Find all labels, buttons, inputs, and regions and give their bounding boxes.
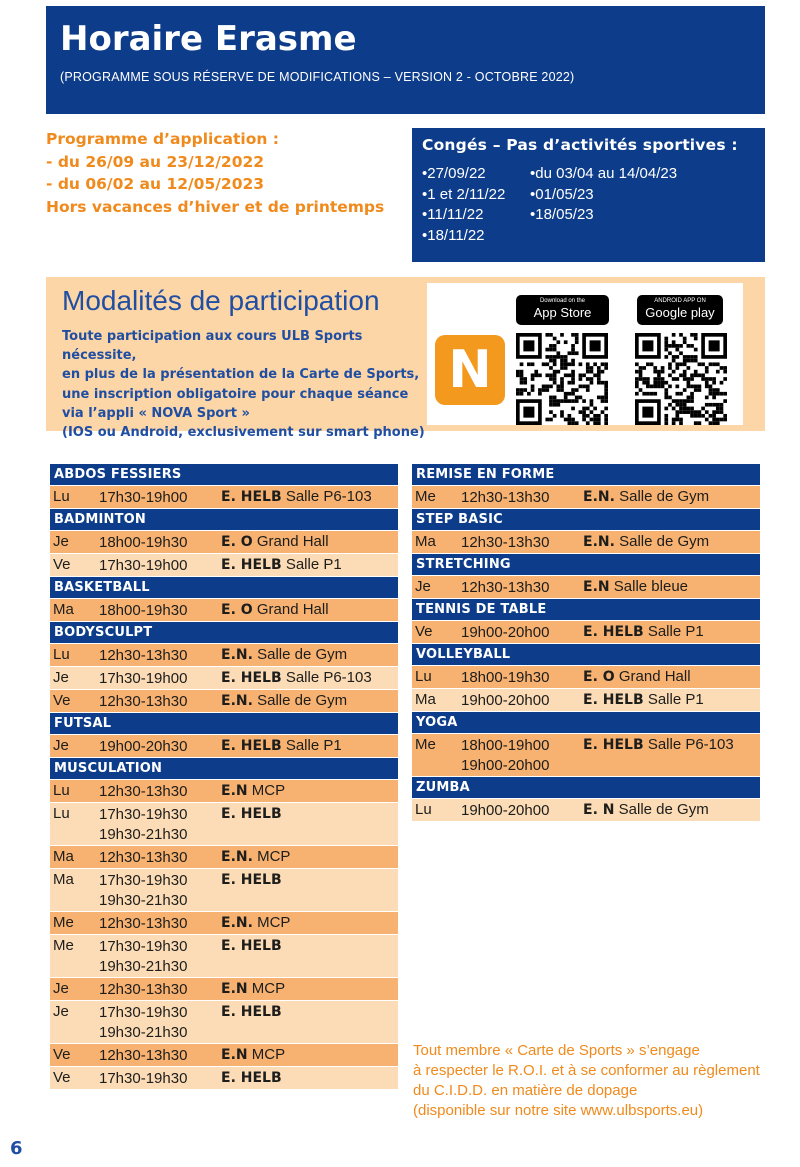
building-code: E. HELB xyxy=(221,938,282,954)
room-name: Grand Hall xyxy=(256,533,329,550)
conges-date: •du 03/04 au 14/04/23 xyxy=(530,165,678,182)
modalites-line: Toute participation aux cours ULB Sports nécessite, xyxy=(62,329,363,364)
footnote-line: (disponible sur notre site www.ulbsports.eu) xyxy=(413,1102,704,1119)
building-code: E.N. xyxy=(221,647,253,663)
programme-block xyxy=(46,128,396,218)
schedule-row xyxy=(50,1043,398,1066)
day-cell: Ma xyxy=(53,601,74,618)
time-cell xyxy=(99,601,221,621)
time-slot: 12h30-13h30 xyxy=(461,579,550,596)
time-slot: 18h00-19h30 xyxy=(99,534,188,551)
page-subtitle: (PROGRAMME SOUS RÉSERVE DE MODIFICATIONS – VERSION 2 - OCTOBRE 2022) xyxy=(60,70,575,84)
time-cell xyxy=(461,801,583,821)
app-store-big: App Store xyxy=(533,305,592,320)
day-cell: Je xyxy=(53,669,69,686)
time-cell xyxy=(99,782,221,802)
programme-line: Hors vacances d’hiver et de printemps xyxy=(46,197,385,216)
location-cell xyxy=(221,848,398,868)
room-name: MCP xyxy=(257,914,291,931)
google-play-small: ANDROID APP ON xyxy=(654,298,706,304)
time-cell xyxy=(99,1069,221,1089)
room-name: Salle P1 xyxy=(285,556,342,573)
time-cell xyxy=(99,669,221,689)
room-name: Salle P1 xyxy=(647,623,704,640)
modalites-line: (IOS ou Android, exclusivement sur smart phone) xyxy=(62,425,425,441)
modalites-line: en plus de la présentation de la Carte de Sports, xyxy=(62,367,420,383)
location-cell xyxy=(583,533,760,553)
room-name: Salle P6-103 xyxy=(285,488,372,505)
day-cell: Je xyxy=(53,737,69,754)
conges-date: •11/11/22 xyxy=(422,206,484,223)
time-cell xyxy=(99,914,221,934)
schedule-row xyxy=(50,553,398,576)
section-header: BODYSCULPT xyxy=(50,621,398,643)
location-cell xyxy=(221,937,398,977)
building-code: E. HELB xyxy=(221,872,282,888)
building-code: E.N. xyxy=(583,489,615,505)
time-slot: 17h30-19h30 xyxy=(99,1070,188,1087)
room-name: Salle P1 xyxy=(285,737,342,754)
time-cell xyxy=(99,488,221,508)
app-download-panel xyxy=(427,283,743,425)
building-code: E. O xyxy=(221,602,253,618)
time-slot: 18h00-19h30 xyxy=(99,602,188,619)
time-slot: 18h00-19h00 xyxy=(461,737,550,754)
time-slot: 17h30-19h30 xyxy=(99,806,188,823)
room-name: Grand Hall xyxy=(256,601,329,618)
building-code: E.N. xyxy=(221,849,253,865)
programme-line: - du 26/09 au 23/12/2022 xyxy=(46,152,265,171)
building-code: E. HELB xyxy=(221,557,282,573)
location-cell xyxy=(221,533,398,553)
room-name: Salle P1 xyxy=(647,691,704,708)
time-slot: 17h30-19h00 xyxy=(99,557,188,574)
time-cell xyxy=(99,871,221,911)
time-cell xyxy=(99,937,221,977)
building-code: E. HELB xyxy=(221,1004,282,1020)
time-slot: 12h30-13h30 xyxy=(99,783,188,800)
time-slot: 12h30-13h30 xyxy=(99,647,188,664)
location-cell xyxy=(221,1003,398,1043)
building-code: E. HELB xyxy=(221,489,282,505)
schedule-row xyxy=(50,734,398,757)
schedule-row xyxy=(50,689,398,712)
modalites-box xyxy=(46,277,765,441)
location-cell xyxy=(221,646,398,666)
schedule-row xyxy=(50,1066,398,1089)
building-code: E.N xyxy=(221,783,248,799)
day-cell: Me xyxy=(415,488,436,505)
qr-code-app-store[interactable] xyxy=(516,333,608,425)
time-cell xyxy=(99,646,221,666)
section-header: BADMINTON xyxy=(50,508,398,530)
schedule-row xyxy=(50,530,398,553)
day-cell: Je xyxy=(53,1003,69,1020)
location-cell xyxy=(583,623,760,643)
day-cell: Me xyxy=(53,914,74,931)
location-cell xyxy=(221,871,398,911)
footnote-line: Tout membre « Carte de Sports » s’engage xyxy=(413,1042,700,1059)
building-code: E. HELB xyxy=(583,624,644,640)
schedule-row xyxy=(412,530,760,553)
day-cell: Je xyxy=(53,533,69,550)
room-name: MCP xyxy=(251,1046,286,1063)
modalites-line: via l’appli « NOVA Sport » xyxy=(62,405,250,421)
header-banner xyxy=(46,6,765,114)
time-slot: 19h00-20h30 xyxy=(99,738,188,755)
footnote xyxy=(413,1041,793,1121)
nova-app-icon: N xyxy=(435,335,505,405)
section-header: TENNIS DE TABLE xyxy=(412,598,760,620)
location-cell xyxy=(221,737,398,757)
conges-title: Congés – Pas d’activités sportives : xyxy=(422,136,738,154)
conges-date: •18/11/22 xyxy=(422,226,485,244)
room-name: Salle de Gym xyxy=(619,533,710,550)
day-cell: Ve xyxy=(53,692,71,709)
building-code: E. O xyxy=(583,669,615,685)
time-slot: 17h30-19h30 xyxy=(99,1004,188,1021)
location-cell xyxy=(221,692,398,712)
time-cell xyxy=(99,980,221,1000)
schedule-row xyxy=(50,643,398,666)
location-cell xyxy=(583,488,760,508)
building-code: E.N. xyxy=(221,915,253,931)
section-header: REMISE EN FORME xyxy=(412,463,760,485)
room-name: Salle de Gym xyxy=(257,692,348,709)
time-cell xyxy=(99,1046,221,1066)
conges-box xyxy=(412,128,765,262)
modalites-text xyxy=(62,327,432,442)
time-slot: 17h30-19h30 xyxy=(99,872,188,889)
schedule-row xyxy=(50,666,398,689)
google-play-badge[interactable] xyxy=(637,295,723,325)
day-cell: Ma xyxy=(53,848,74,865)
location-cell xyxy=(583,691,760,711)
time-cell xyxy=(99,556,221,576)
section-header: ABDOS FESSIERS xyxy=(50,463,398,485)
schedule-row xyxy=(50,911,398,934)
schedule-row xyxy=(412,575,760,598)
location-cell xyxy=(221,1046,398,1066)
schedule-row xyxy=(50,868,398,911)
room-name: Grand Hall xyxy=(618,668,691,685)
time-cell xyxy=(99,805,221,845)
time-slot: 12h30-13h30 xyxy=(99,1047,188,1064)
schedule-row xyxy=(50,802,398,845)
section-header: MUSCULATION xyxy=(50,757,398,779)
schedule-row xyxy=(50,845,398,868)
building-code: E.N. xyxy=(583,534,615,550)
location-cell xyxy=(583,578,760,598)
time-slot: 19h00-20h00 xyxy=(461,757,550,774)
time-cell xyxy=(99,737,221,757)
time-cell xyxy=(99,533,221,553)
modalites-line: une inscription obligatoire pour chaque séance xyxy=(62,386,409,402)
section-header: BASKETBALL xyxy=(50,576,398,598)
room-name: Salle de Gym xyxy=(257,646,348,663)
room-name: MCP xyxy=(251,980,286,997)
time-slot: 17h30-19h00 xyxy=(99,489,188,506)
programme-line: - du 06/02 au 12/05/2023 xyxy=(46,175,265,193)
time-cell xyxy=(461,623,583,643)
day-cell: Je xyxy=(415,578,431,595)
day-cell: Ma xyxy=(415,533,436,550)
day-cell: Je xyxy=(53,980,69,997)
conges-date: •27/09/22 xyxy=(422,165,486,182)
room-name: Salle P6-103 xyxy=(285,669,372,686)
time-slot: 12h30-13h30 xyxy=(461,489,550,506)
building-code: E. O xyxy=(221,534,253,550)
app-store-badge[interactable] xyxy=(516,295,609,325)
location-cell xyxy=(583,668,760,688)
building-code: E. HELB xyxy=(583,737,644,753)
time-slot: 12h30-13h30 xyxy=(99,981,188,998)
day-cell: Lu xyxy=(53,805,70,822)
day-cell: Lu xyxy=(415,668,432,685)
conges-date: •1 et 2/11/22 xyxy=(422,185,506,203)
location-cell xyxy=(221,488,398,508)
day-cell: Me xyxy=(53,937,74,954)
schedule-row xyxy=(412,798,760,821)
room-name: MCP xyxy=(251,782,286,799)
section-header: YOGA xyxy=(412,711,760,733)
schedule-row xyxy=(50,934,398,977)
day-cell: Lu xyxy=(53,782,70,799)
room-name: Salle de Gym xyxy=(618,801,709,818)
section-header: ZUMBA xyxy=(412,776,760,798)
section-header: STRETCHING xyxy=(412,553,760,575)
section-header: STEP BASIC xyxy=(412,508,760,530)
location-cell xyxy=(221,980,398,1000)
conges-date: •01/05/23 xyxy=(530,185,594,203)
time-slot: 12h30-13h30 xyxy=(461,534,550,551)
time-slot: 19h30-21h30 xyxy=(99,1024,188,1041)
time-cell xyxy=(461,736,583,776)
building-code: E.N xyxy=(221,1047,248,1063)
time-slot: 12h30-13h30 xyxy=(99,693,188,710)
app-store-small: Download on the xyxy=(539,298,586,304)
time-cell xyxy=(461,668,583,688)
footnote-line: à respecter le R.O.I. et à se conformer au règlement xyxy=(413,1062,760,1079)
schedule-row xyxy=(412,733,760,776)
building-code: E. HELB xyxy=(221,670,282,686)
time-cell xyxy=(461,578,583,598)
room-name: Salle P6-103 xyxy=(647,736,734,753)
time-slot: 17h30-19h30 xyxy=(99,938,188,955)
time-slot: 19h30-21h30 xyxy=(99,892,188,909)
footnote-line: du C.I.D.D. en matière de dopage xyxy=(413,1082,638,1099)
building-code: E.N xyxy=(583,579,610,595)
building-code: E. HELB xyxy=(221,806,282,822)
time-cell xyxy=(461,488,583,508)
schedule-table-right xyxy=(412,463,760,821)
schedule-row xyxy=(50,485,398,508)
conges-date: •18/05/23 xyxy=(530,206,594,223)
location-cell xyxy=(221,669,398,689)
building-code: E. N xyxy=(583,802,615,818)
time-cell xyxy=(99,1003,221,1043)
day-cell: Ma xyxy=(53,871,74,888)
conges-col-2 xyxy=(530,164,730,246)
location-cell xyxy=(221,1069,398,1089)
location-cell xyxy=(221,556,398,576)
room-name: Salle bleue xyxy=(613,578,689,595)
schedule-row xyxy=(50,598,398,621)
schedule-row xyxy=(412,620,760,643)
day-cell: Lu xyxy=(53,646,70,663)
time-slot: 12h30-13h30 xyxy=(99,849,188,866)
time-cell xyxy=(461,533,583,553)
location-cell xyxy=(221,805,398,845)
time-slot: 12h30-13h30 xyxy=(99,915,188,932)
location-cell xyxy=(221,914,398,934)
schedule-table-left xyxy=(50,463,398,1089)
google-play-big: Google play xyxy=(645,305,715,320)
time-slot: 19h30-21h30 xyxy=(99,826,188,843)
page-number: 6 xyxy=(10,1138,23,1159)
room-name: Salle de Gym xyxy=(619,488,710,505)
day-cell: Ve xyxy=(415,623,433,640)
location-cell xyxy=(583,736,760,776)
time-cell xyxy=(99,848,221,868)
section-header: FUTSAL xyxy=(50,712,398,734)
time-slot: 18h00-19h30 xyxy=(461,669,550,686)
schedule-row xyxy=(50,779,398,802)
schedule-row xyxy=(412,688,760,711)
day-cell: Lu xyxy=(53,488,70,505)
building-code: E. HELB xyxy=(583,692,644,708)
time-slot: 19h00-20h00 xyxy=(461,624,550,641)
building-code: E. HELB xyxy=(221,738,282,754)
section-header: VOLLEYBALL xyxy=(412,643,760,665)
room-name: MCP xyxy=(257,848,291,865)
time-cell xyxy=(99,692,221,712)
time-slot: 19h30-21h30 xyxy=(99,958,188,975)
location-cell xyxy=(583,801,760,821)
building-code: E.N xyxy=(221,981,248,997)
time-cell xyxy=(461,691,583,711)
location-cell xyxy=(221,601,398,621)
modalites-title: Modalités de participation xyxy=(62,285,380,316)
page-title: Horaire Erasme xyxy=(60,19,357,59)
location-cell xyxy=(221,782,398,802)
day-cell: Me xyxy=(415,736,436,753)
day-cell: Ma xyxy=(415,691,436,708)
schedule-row xyxy=(412,665,760,688)
programme-line: Programme d’application : xyxy=(46,130,279,148)
building-code: E.N. xyxy=(221,693,253,709)
building-code: E. HELB xyxy=(221,1070,282,1086)
time-slot: 17h30-19h00 xyxy=(99,670,188,687)
day-cell: Ve xyxy=(53,1069,71,1086)
schedule-row xyxy=(50,977,398,1000)
time-slot: 19h00-20h00 xyxy=(461,692,550,709)
schedule-row xyxy=(412,485,760,508)
schedule-row xyxy=(50,1000,398,1043)
conges-col-1 xyxy=(422,164,530,246)
day-cell: Lu xyxy=(415,801,432,818)
time-slot: 19h00-20h00 xyxy=(461,802,550,819)
day-cell: Ve xyxy=(53,1046,71,1063)
qr-code-google-play[interactable] xyxy=(635,333,727,425)
day-cell: Ve xyxy=(53,556,71,573)
